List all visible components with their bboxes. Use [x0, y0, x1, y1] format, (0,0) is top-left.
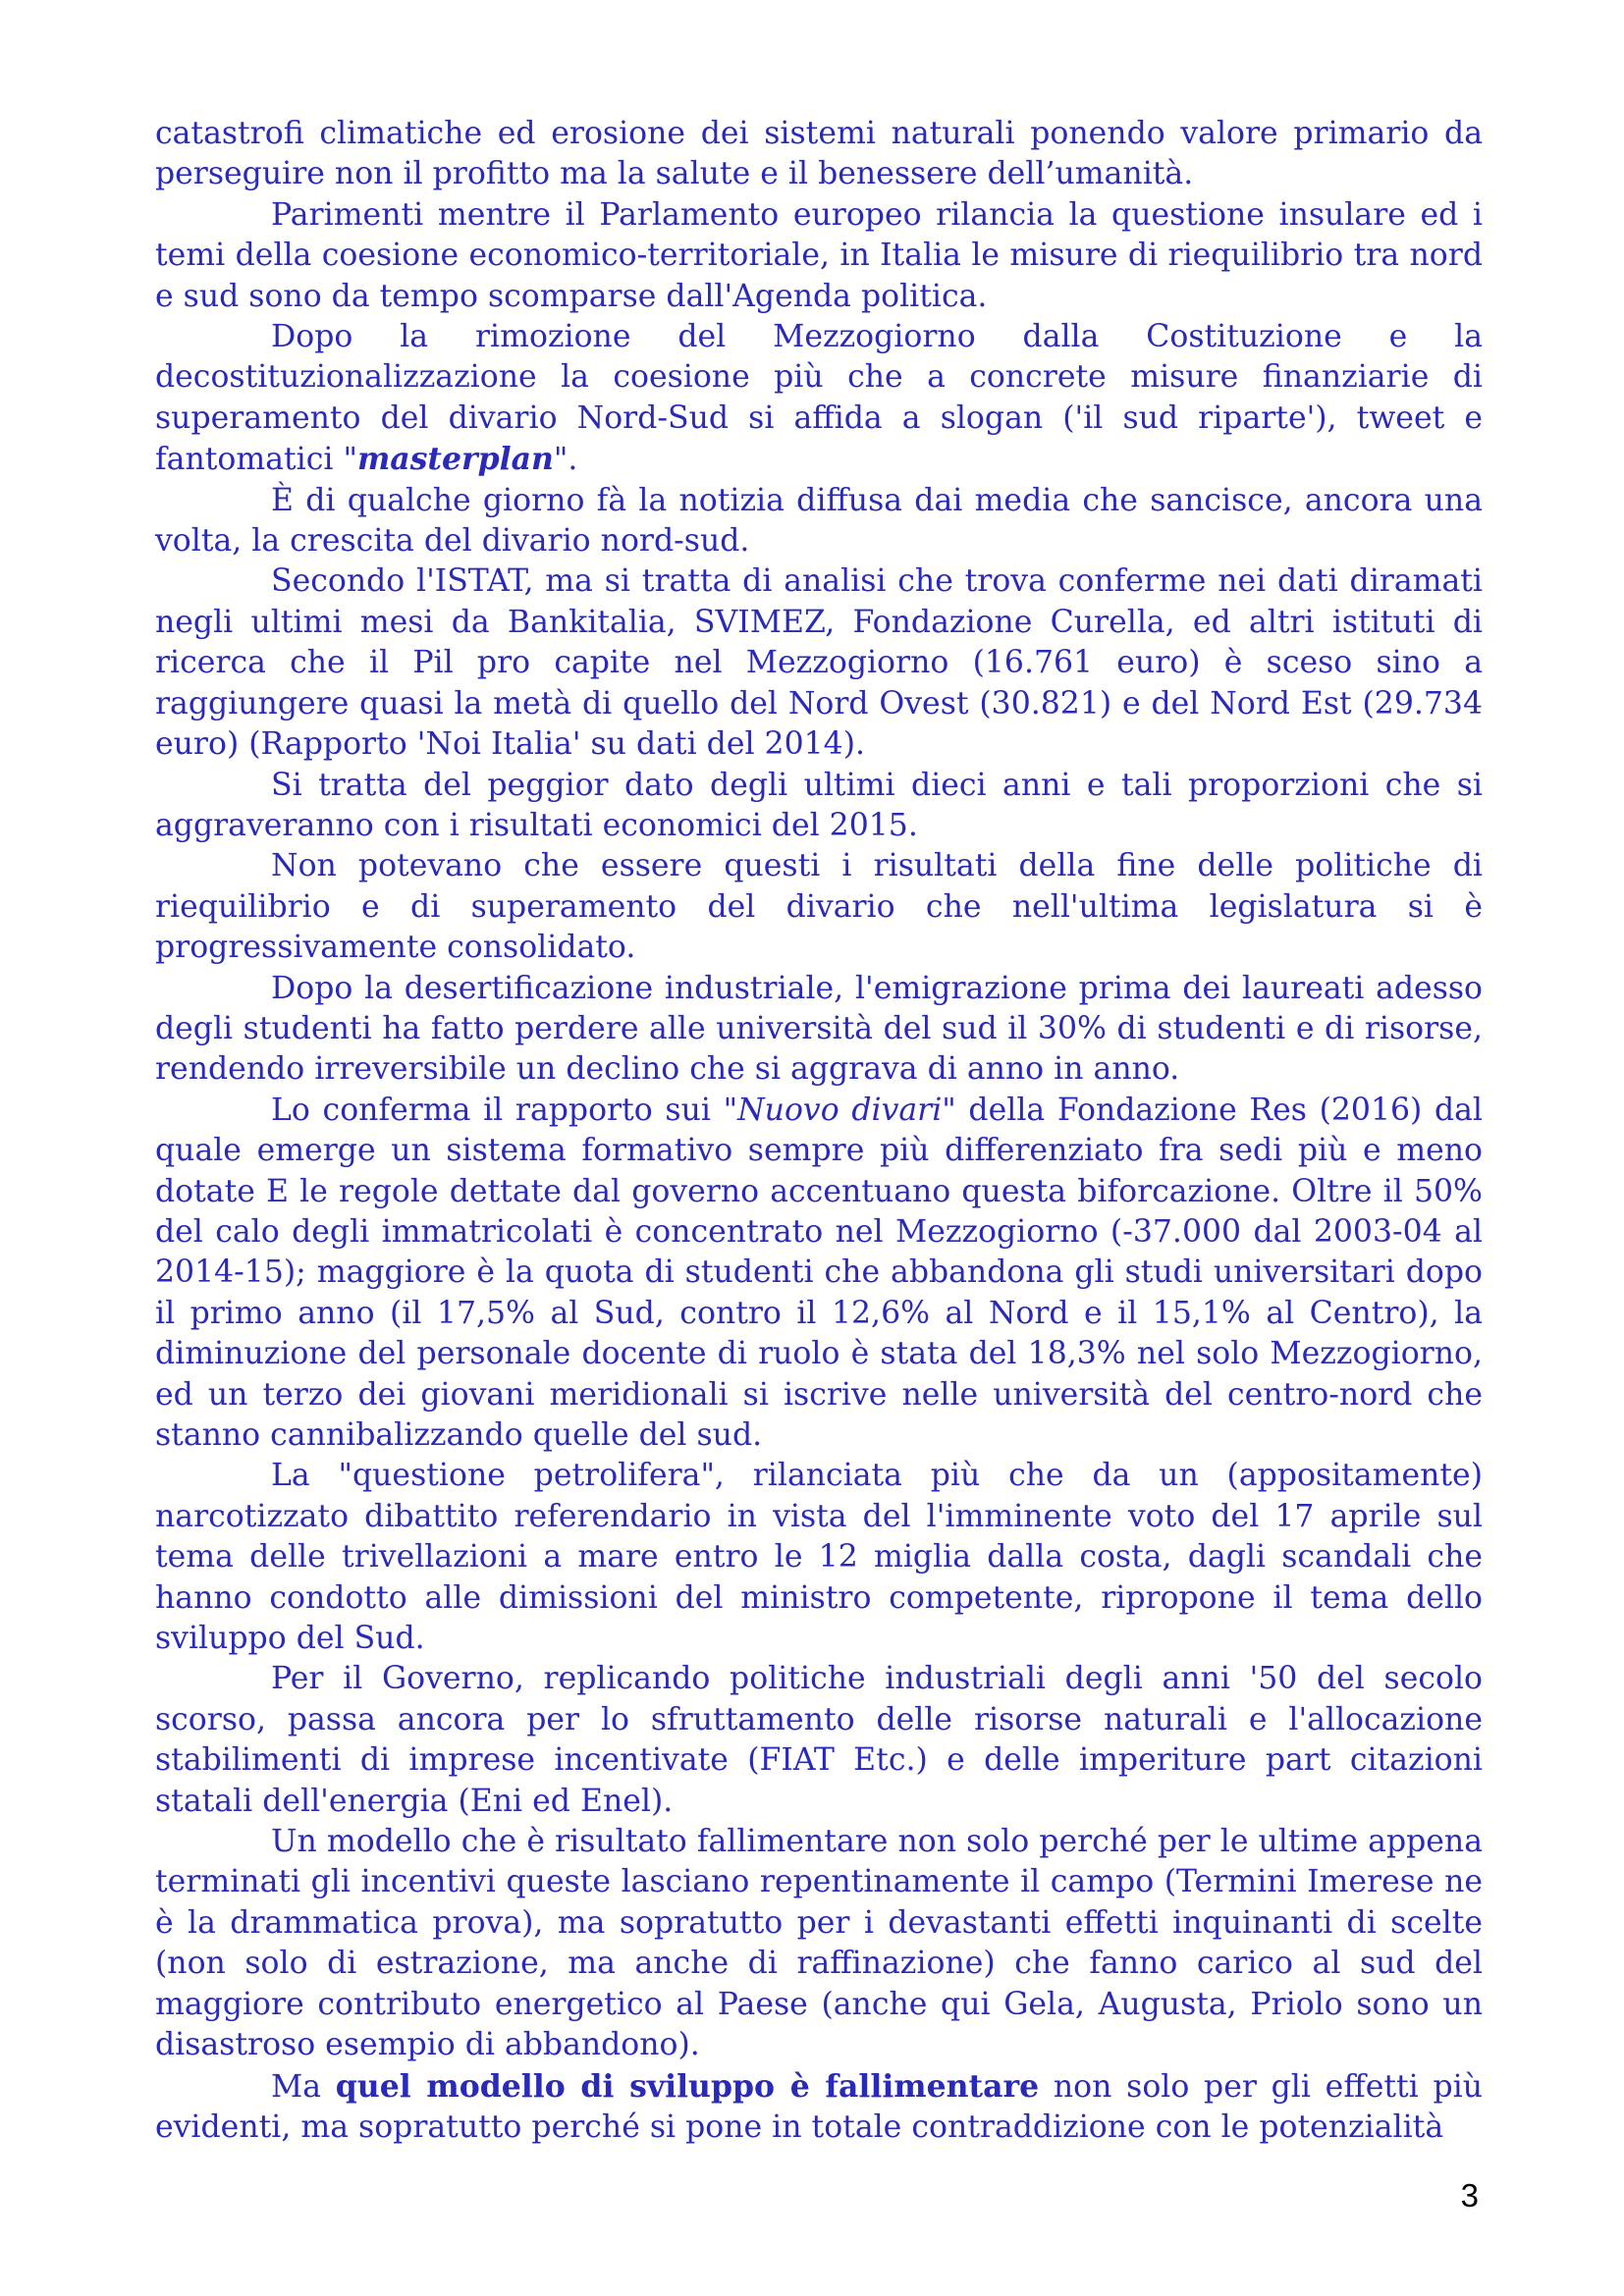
paragraph — [155, 1822, 1483, 2065]
text-run: Un modello che è risultato fallimentare non solo perché per le ultime appena terminati gli incentivi queste lasciano repentinamente il campo (Termini Imerese ne è la drammatica prova), ma sopratutto per i devastanti effetti inquinanti di scelte (non solo di estrazione, ma anche di raffinazione) che fanno carico al sud del maggiore contributo energetico al Paese (anche qui Gela, Augusta, Priolo sono un disastroso esempio di abbandono). — [155, 1824, 1483, 2063]
text-run: Secondo l'ISTAT, ma si tratta di analisi che trova conferme nei dati diramati negli ultimi mesi da Bankitalia, SVIMEZ, Fondazione Curella, ed altri istituti di ricerca che il Pil pro capite nel Mezzogiorno (16.761 euro) è sceso sino a raggiungere quasi la metà di quello del Nord Ovest (30.821) e del Nord Est (29.734 euro) (Rapporto 'Noi Italia' su dati del 2014). — [155, 563, 1483, 763]
text-run: Lo conferma il rapporto sui " — [271, 1092, 738, 1128]
text-run: Ma — [271, 2068, 336, 2105]
paragraph — [155, 114, 1483, 195]
paragraph — [155, 195, 1483, 317]
text-run: Si tratta del peggior dato degli ultimi dieci anni e tali proporzioni che si aggraveranno con i risultati economici del 2015. — [155, 767, 1483, 843]
text-run: Non potevano che essere questi i risultati della fine delle politiche di riequilibrio e di superamento del divario che nell'ultima legislatura si è progressivamente consolidato. — [155, 848, 1483, 966]
text-run: non solo per gli effetti più evidenti, ma sopratutto perché si pone in totale contraddizione con le potenzialità — [155, 2068, 1483, 2145]
text-run: Per il Governo, replicando politiche industriali degli anni '50 del secolo scorso, passa ancora per lo sfruttamento delle risorse naturali e l'allocazione stabilimenti di imprese incentivate (FIAT Etc.) e delle imperiture part citazioni statali dell'energia (Eni ed Enel). — [155, 1661, 1483, 1819]
page-number: 3 — [1460, 2177, 1479, 2214]
document-body — [155, 114, 1483, 2148]
text-run: La "questione petrolifera", rilanciata più che da un (appositamente) narcotizzato dibattito referendario in vista del l'imminente voto del 17 aprile sul tema delle trivellazioni a mare entro le 12 miglia dalla costa, dagli scandali che hanno condotto alle dimissioni del ministro competente, ripropone il tema dello sviluppo del Sud. — [155, 1458, 1483, 1657]
italic-text: Nuovo divari — [737, 1092, 943, 1128]
paragraph — [155, 846, 1483, 968]
text-run: Parimenti mentre il Parlamento europeo rilancia la questione insulare ed i temi della coesione economico-territoriale, in Italia le misure di riequilibrio tra nord e sud sono da tempo scomparse dall'Agenda politica. — [155, 196, 1483, 314]
text-run: Dopo la desertificazione industriale, l'emigrazione prima dei laureati adesso degli studenti ha fatto perdere alle università del sud il 30% di studenti e di risorse, rendendo irreversibile un declino che si aggrava di anno in anno. — [155, 970, 1483, 1088]
text-run: È di qualche giorno fà la notizia diffusa dai media che sancisce, ancora una volta, la crescita del divario nord-sud. — [155, 482, 1483, 560]
text-run: ". — [553, 442, 578, 478]
paragraph — [155, 969, 1483, 1091]
paragraph — [155, 766, 1483, 847]
text-run: " della Fondazione Res (2016) dal quale emerge un sistema formativo sempre più differenziato fra sedi più e meno dotate E le regole dettate dal governo accentuano questa biforcazione. Oltre il 50% del calo degli immatricolati è concentrato nel Mezzogiorno (-37.000 dal 2003-04 al 2014-15); maggiore è la quota di studenti che abbandona gli studi universitari dopo il primo anno (il 17,5% al Sud, contro il 12,6% al Nord e il 15,1% al Centro), la diminuzione del personale docente di ruolo è stata del 18,3% nel solo Mezzogiorno, ed un terzo dei giovani meridionali si iscrive nelle università del centro-nord che stanno cannibalizzando quelle del sud. — [155, 1092, 1484, 1453]
paragraph — [155, 2066, 1483, 2149]
paragraph — [155, 1659, 1483, 1822]
paragraph — [155, 481, 1483, 562]
paragraph — [155, 561, 1483, 765]
bold-text: quel modello di sviluppo è fallimentare — [335, 2067, 1040, 2105]
text-run: Dopo la rimozione del Mezzogiorno dalla Costituzione e la decostituzionalizzazione la coesione più che a concrete misure finanziarie di superamento del divario Nord-Sud si affida a slogan ('il sud riparte'), tweet e fantomatici " — [155, 319, 1483, 478]
text-run: catastrofi climatiche ed erosione dei sistemi naturali ponendo valore primario da perseguire non il profitto ma la salute e il benessere dell’umanità. — [155, 116, 1483, 192]
paragraph — [155, 1091, 1483, 1457]
bold-text — [357, 441, 554, 477]
paragraph — [155, 1456, 1483, 1659]
paragraph — [155, 317, 1483, 481]
emphasized-text: masterplan — [356, 441, 554, 478]
